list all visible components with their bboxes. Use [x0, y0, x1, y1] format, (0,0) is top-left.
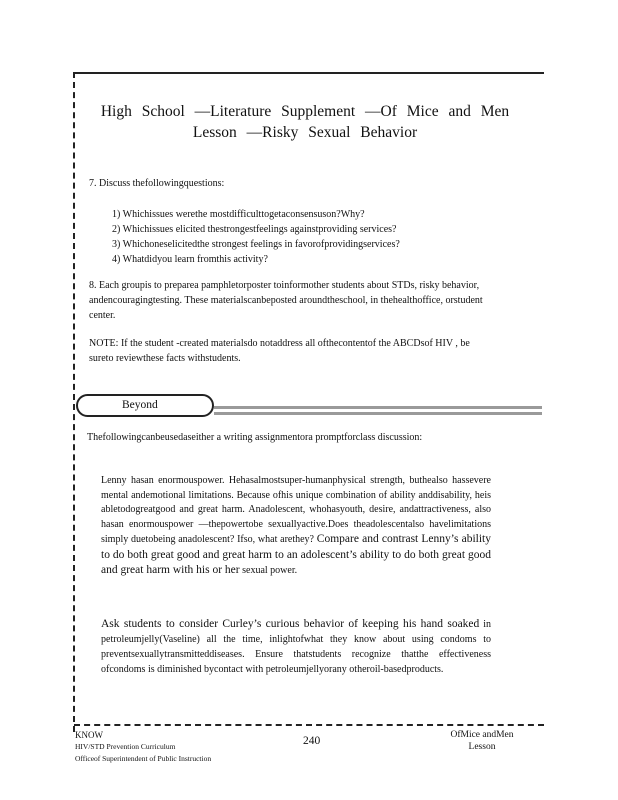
curley-prompt-text: in petroleumjelly(Vaseline) all the time, inlightofwhat they know about using condoms to preventsexuallytransmitteddiseases. Ensure thatstudents recognize thatthe effectiveness ofcondoms is diminished bycontact with petroleumjellyorany otheroil-basedproducts.: [101, 619, 491, 675]
lenny-compare-prompt: Compare and contrast Lenny’s ability to do both great good and great harm to an adolescent’s ability to do both great good and great harm with his or her: [101, 533, 491, 576]
page-top-rule: [74, 72, 544, 74]
list-item: 1) Whichissues werethe mostdifficulttogetaconsensuson?Why?: [112, 209, 365, 220]
title-line-1: High School —Literature Supplement —Of Mice and Men: [100, 103, 510, 120]
footer-office: Officeof Superintendent of Public Instruction: [75, 754, 212, 763]
curley-prompt-lead: Ask students to consider Curley’s curious behavior of keeping his hand soaked: [101, 618, 480, 630]
section-divider-lines: [214, 406, 542, 418]
divider-line: [214, 412, 542, 415]
question-8-paragraph: 8. Each groupis to preparea pamphletorposter toinformother students about STDs, risky behavior, andencouragingtesting. These materialscanbeposted aroundtheschool, in thehealthoffice, orstudent center.: [89, 280, 483, 321]
lenny-description: Lenny hasan enormouspower. Hehasalmostsuper-humanphysical strength, buthealso hassevere mental andemotional limitations. Because ofhis unique combination of ability anddisability, heis abletodogreatgood and great harm. Anadolescent, whohasyouth, desire, andattractiveness, also hasan enormouspower —thepowertobe sexuallyactive.Does theadolescentalso havelimitations simply duetobeing anadolescent? Ifso, what arethey?: [101, 475, 491, 545]
divider-line: [214, 406, 542, 409]
footer-curriculum: HIV/STD Prevention Curriculum: [75, 742, 176, 751]
footer-right: [437, 729, 527, 753]
list-item: 4) Whatdidyou learn fromthis activity?: [112, 254, 268, 265]
curley-prompt-block: [101, 617, 491, 677]
note-paragraph: NOTE: If the student -created materialsdo notaddress all ofthecontentof the ABCDsof HIV , be sureto reviewthese facts withstudents.: [89, 338, 470, 364]
footer-book-title: OfMice andMen: [450, 730, 514, 740]
question-7-heading: 7. Discuss thefollowingquestions:: [89, 178, 225, 189]
beyond-section-label: Beyond: [122, 399, 158, 411]
footer-lesson: Lesson: [468, 742, 496, 752]
lenny-prompt-block: [101, 474, 491, 579]
footer-know: KNOW: [75, 730, 103, 740]
list-item: 3) Whichoneselicitedthe strongest feelings in favorofprovidingservices?: [112, 239, 400, 250]
page-number: 240: [303, 735, 321, 747]
lenny-compare-prompt-end: sexual power.: [242, 565, 298, 576]
page-left-dashed-rule: [73, 72, 75, 732]
title-line-2: Lesson —Risky Sexual Behavior: [192, 124, 418, 141]
beyond-intro-paragraph: Thefollowingcanbeusedaseither a writing assignmentora promptforclass discussion:: [87, 432, 423, 443]
question-7-list: [112, 207, 467, 267]
document-title: [86, 101, 524, 143]
list-item: 2) Whichissues elicited thestrongestfeelings againstproviding services?: [112, 224, 397, 235]
beyond-section-tab: [76, 394, 214, 417]
footer-left: [75, 729, 211, 765]
page-bottom-dashed-rule: [74, 724, 544, 726]
